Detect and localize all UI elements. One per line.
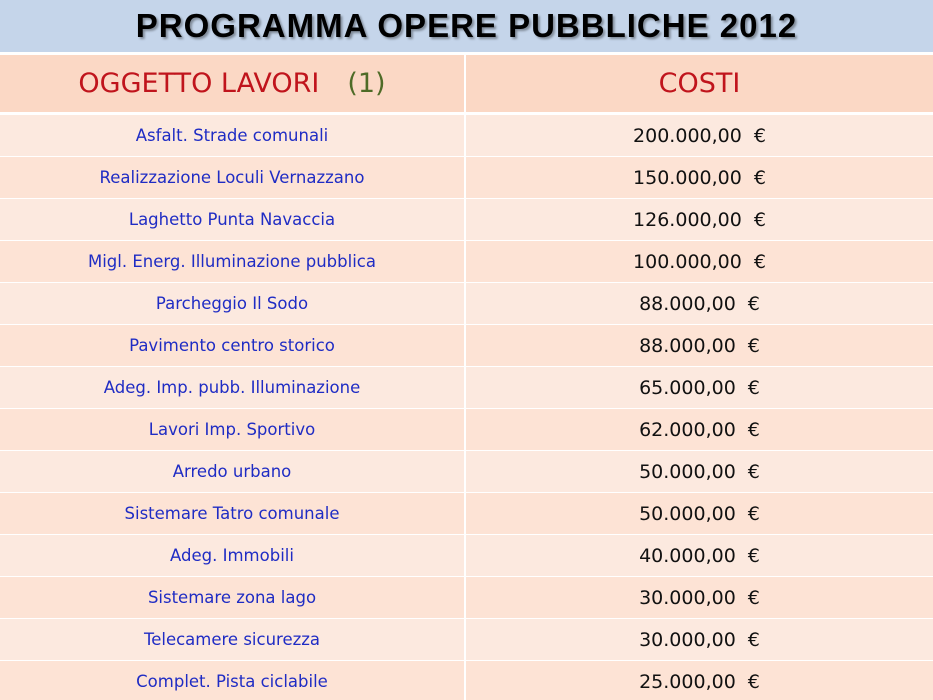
currency-symbol: €	[747, 292, 760, 315]
cost-value: 30.000,00	[639, 628, 736, 651]
cost-value: 50.000,00	[639, 502, 736, 525]
work-item-label: Asfalt. Strade comunali	[135, 126, 329, 145]
cost-cell	[466, 661, 933, 700]
cost-value: 200.000,00	[633, 124, 742, 147]
cost-value: 62.000,00	[639, 418, 736, 441]
table-row	[0, 283, 933, 325]
work-item-cell	[0, 535, 466, 577]
currency-symbol: €	[747, 376, 760, 399]
cost-value: 40.000,00	[639, 544, 736, 567]
cost-cell	[466, 115, 933, 157]
table-row	[0, 661, 933, 700]
work-item-label: Laghetto Punta Navaccia	[128, 210, 336, 229]
table-row	[0, 325, 933, 367]
cost-cell	[466, 535, 933, 577]
currency-symbol: €	[753, 250, 766, 273]
cost-value: 88.000,00	[639, 334, 736, 357]
cost-cell	[466, 493, 933, 535]
currency-symbol: €	[753, 124, 766, 147]
currency-symbol: €	[747, 502, 760, 525]
cost-value: 30.000,00	[639, 586, 736, 609]
table-row	[0, 577, 933, 619]
cost-value: 88.000,00	[639, 292, 736, 315]
work-item-label: Pavimento centro storico	[129, 336, 335, 355]
cost-cell	[466, 325, 933, 367]
work-item-cell	[0, 619, 466, 661]
cost-cell	[466, 283, 933, 325]
table-row	[0, 409, 933, 451]
header-costi-label: COSTI	[658, 68, 741, 99]
work-item-cell	[0, 367, 466, 409]
table-row	[0, 367, 933, 409]
cost-cell	[466, 157, 933, 199]
header-oggetto-lavori	[0, 55, 466, 115]
currency-symbol: €	[753, 166, 766, 189]
work-item-label: Telecamere sicurezza	[143, 630, 321, 649]
table-row	[0, 241, 933, 283]
table-row	[0, 451, 933, 493]
page-title: PROGRAMMA OPERE PUBBLICHE 2012	[135, 7, 798, 44]
table-body	[0, 115, 933, 700]
work-item-cell	[0, 661, 466, 700]
header-footnote-marker: (1)	[347, 68, 386, 99]
work-item-label: Sistemare Tatro comunale	[124, 504, 340, 523]
work-item-label: Parcheggio Il Sodo	[155, 294, 309, 313]
cost-value: 50.000,00	[639, 460, 736, 483]
work-item-label: Adeg. Imp. pubb. Illuminazione	[103, 378, 361, 397]
currency-symbol: €	[747, 586, 760, 609]
table-row	[0, 493, 933, 535]
work-item-label: Arredo urbano	[172, 462, 292, 481]
cost-cell	[466, 577, 933, 619]
cost-value: 126.000,00	[633, 208, 742, 231]
currency-symbol: €	[747, 418, 760, 441]
currency-symbol: €	[747, 628, 760, 651]
header-costi	[466, 55, 933, 115]
work-item-cell	[0, 115, 466, 157]
table-row	[0, 157, 933, 199]
work-item-label: Realizzazione Loculi Vernazzano	[99, 168, 365, 187]
table-row	[0, 115, 933, 157]
work-item-cell	[0, 493, 466, 535]
table-row	[0, 199, 933, 241]
cost-value: 150.000,00	[633, 166, 742, 189]
cost-value: 25.000,00	[639, 670, 736, 693]
table-header-row	[0, 55, 933, 115]
table-row	[0, 619, 933, 661]
currency-symbol: €	[747, 334, 760, 357]
cost-cell	[466, 199, 933, 241]
work-item-cell	[0, 283, 466, 325]
work-item-label: Migl. Energ. Illuminazione pubblica	[87, 252, 376, 271]
currency-symbol: €	[747, 460, 760, 483]
cost-cell	[466, 241, 933, 283]
work-item-cell	[0, 199, 466, 241]
work-item-label: Complet. Pista ciclabile	[136, 672, 328, 691]
cost-value: 100.000,00	[633, 250, 742, 273]
cost-cell	[466, 619, 933, 661]
cost-cell	[466, 409, 933, 451]
work-item-label: Lavori Imp. Sportivo	[148, 420, 316, 439]
currency-symbol: €	[753, 208, 766, 231]
currency-symbol: €	[747, 670, 760, 693]
work-item-cell	[0, 409, 466, 451]
works-table	[0, 55, 933, 700]
work-item-cell	[0, 451, 466, 493]
work-item-cell	[0, 157, 466, 199]
header-oggetto-lavori-label: OGGETTO LAVORI	[78, 68, 320, 99]
work-item-cell	[0, 325, 466, 367]
work-item-label: Sistemare zona lago	[147, 588, 317, 607]
table-row	[0, 535, 933, 577]
cost-value: 65.000,00	[639, 376, 736, 399]
work-item-cell	[0, 241, 466, 283]
work-item-cell	[0, 577, 466, 619]
cost-cell	[466, 451, 933, 493]
title-bar	[0, 0, 933, 52]
cost-cell	[466, 367, 933, 409]
currency-symbol: €	[747, 544, 760, 567]
work-item-label: Adeg. Immobili	[170, 546, 294, 565]
